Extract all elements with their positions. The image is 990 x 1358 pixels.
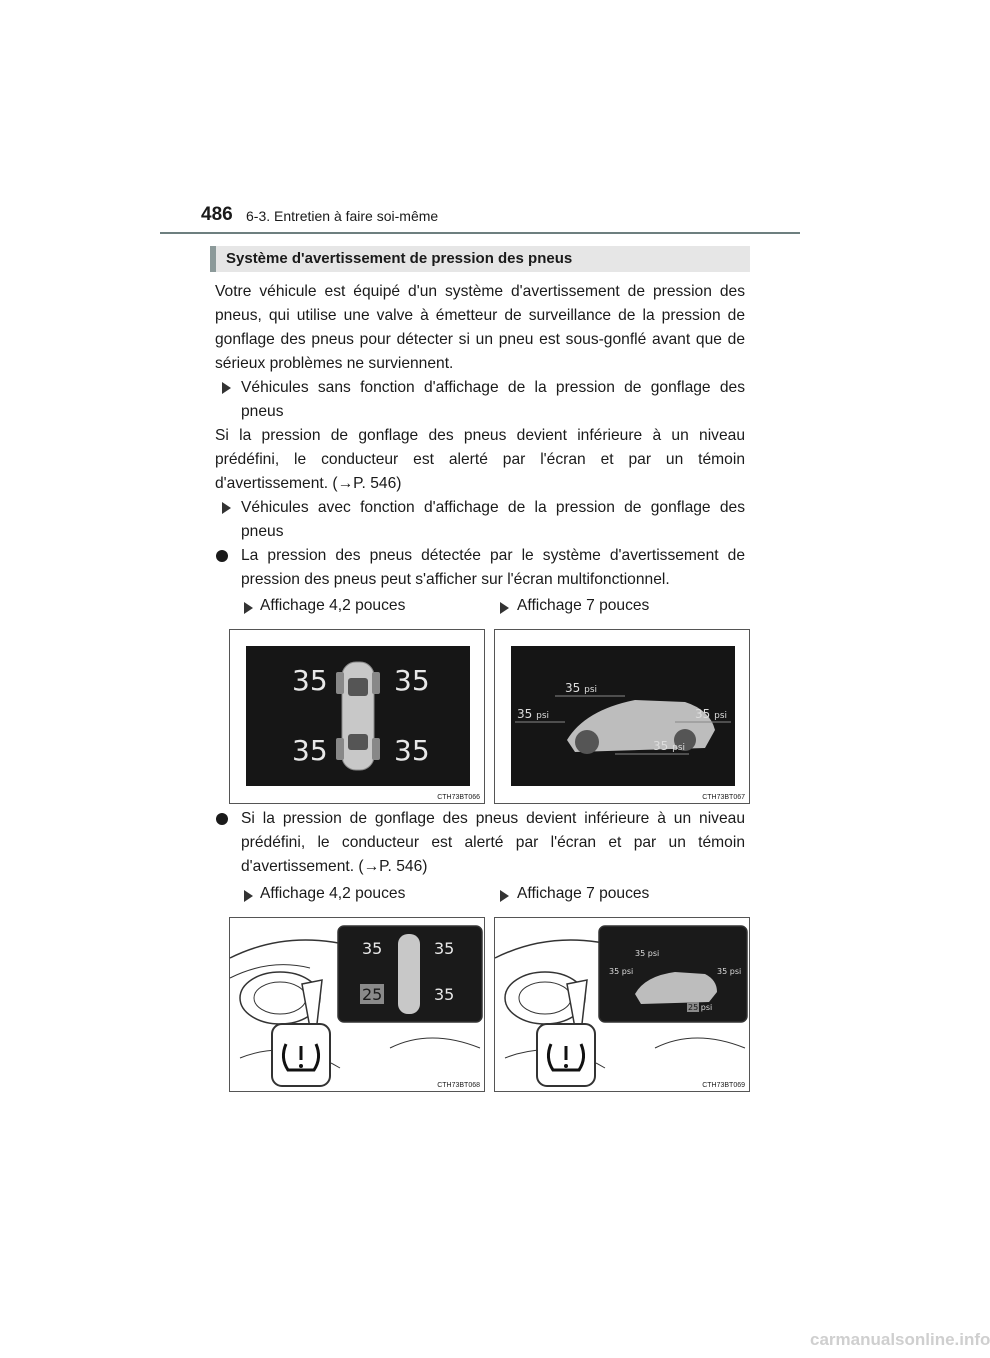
arrow-marker-icon (222, 502, 231, 514)
bullet-low-pressure-alert: Si la pression de gonflage des pneus devient inférieure à un niveau prédéfini, le conducteur est alerté par l'écran et par un témoin d'avertissement. (→P. 546) (241, 810, 745, 875)
svg-text:35 psi (717, 967, 741, 976)
intro-paragraph: Votre véhicule est équipé d'un système d'avertissement de pression des pneus, qui utilise une valve à émetteur de surveillance de la pression de gonflage des pneus pour détecter si un pneu est sous-gonflé avant que de sérieux problèmes ne surviennent. (215, 283, 745, 372)
figure-7-inch-warning (494, 917, 750, 1092)
tire-value-low: 25 (688, 1003, 699, 1012)
dashboard-warning-illustration (230, 918, 484, 1091)
figure-4-2-inch-display (229, 629, 485, 804)
svg-text:35 psi (609, 967, 633, 976)
tire-value-front-right: 35 (717, 967, 728, 976)
tire-value-front-right: 35 (695, 707, 711, 721)
unit-label: psi (729, 967, 742, 976)
unit-label: psi (621, 967, 634, 976)
tire-value-low: 25 (362, 985, 383, 1004)
tire-value-front-left: 35 (362, 939, 383, 958)
warning-paragraph: Si la pression de gonflage des pneus devient inférieure à un niveau prédéfini, le conducteur est alerté par l'écran et par un témoin d'avertissement. (→P. 546) (215, 427, 745, 492)
unit-label: psi (672, 743, 686, 753)
figure-4-2-inch-warning (229, 917, 485, 1092)
tire-value-front-right: 35 (394, 664, 430, 697)
tire-pressure-7inch-illustration (495, 630, 749, 803)
tire-pressure-display-illustration (230, 630, 484, 803)
tire-value-rear-right: 35 (653, 739, 669, 753)
caption-7-inch: Affichage 7 pouces (517, 885, 650, 902)
bullet-icon (216, 813, 228, 825)
caption-7-inch: Affichage 7 pouces (517, 597, 650, 614)
item-without-display: Véhicules sans fonction d'affichage de la pression de gonflage des pneus (241, 379, 745, 420)
tire-value-rear-left: 35 (609, 967, 620, 976)
section-title (210, 246, 750, 272)
figure-code: CTH73BT066 (437, 794, 480, 801)
figure-code: CTH73BT067 (702, 794, 745, 801)
unit-label: psi (584, 685, 598, 695)
arrow-marker-icon (222, 382, 231, 394)
figure-code: CTH73BT068 (437, 1082, 480, 1089)
tire-value-front-right: 35 (434, 939, 455, 958)
tire-value-rear-left: 35 (517, 707, 533, 721)
arrow-marker-icon (244, 890, 253, 902)
chapter-title: 6-3. Entretien à faire soi-même (246, 208, 439, 224)
dashboard-warning-7inch-illustration (495, 918, 749, 1091)
tire-value-rear-left: 35 (292, 734, 328, 767)
figure-code: CTH73BT069 (702, 1082, 745, 1089)
arrow-marker-icon (500, 602, 509, 614)
caption-4-2-inch: Affichage 4,2 pouces (260, 597, 406, 614)
header-rule (160, 232, 800, 234)
caption-4-2-inch: Affichage 4,2 pouces (260, 885, 406, 902)
arrow-marker-icon (244, 602, 253, 614)
item-with-display: Véhicules avec fonction d'affichage de la pression de gonflage des pneus (241, 499, 745, 540)
svg-text:25 psi (688, 1003, 712, 1012)
page-number: 486 (201, 204, 233, 225)
tire-value-front-left: 35 (565, 681, 581, 695)
tire-value-rear-right: 35 (394, 734, 430, 767)
tire-value-rear-right: 35 (434, 985, 455, 1004)
unit-label: psi (714, 711, 728, 721)
unit-label: psi (536, 711, 550, 721)
tire-value-front-left: 35 (635, 949, 646, 958)
section-title-text: Système d'avertissement de pression des pneus (226, 250, 573, 267)
svg-text:35 psi (635, 949, 659, 958)
unit-label: psi (700, 1003, 713, 1012)
bullet-display-pressure: La pression des pneus détectée par le système d'avertissement de pression des pneus peut s'afficher sur l'écran multifonctionnel. (241, 547, 745, 588)
bullet-icon (216, 550, 228, 562)
watermark: carmanualsonline.info (810, 1330, 990, 1349)
unit-label: psi (647, 949, 660, 958)
arrow-marker-icon (500, 890, 509, 902)
tire-value-front-left: 35 (292, 664, 328, 697)
figure-7-inch-display (494, 629, 750, 804)
